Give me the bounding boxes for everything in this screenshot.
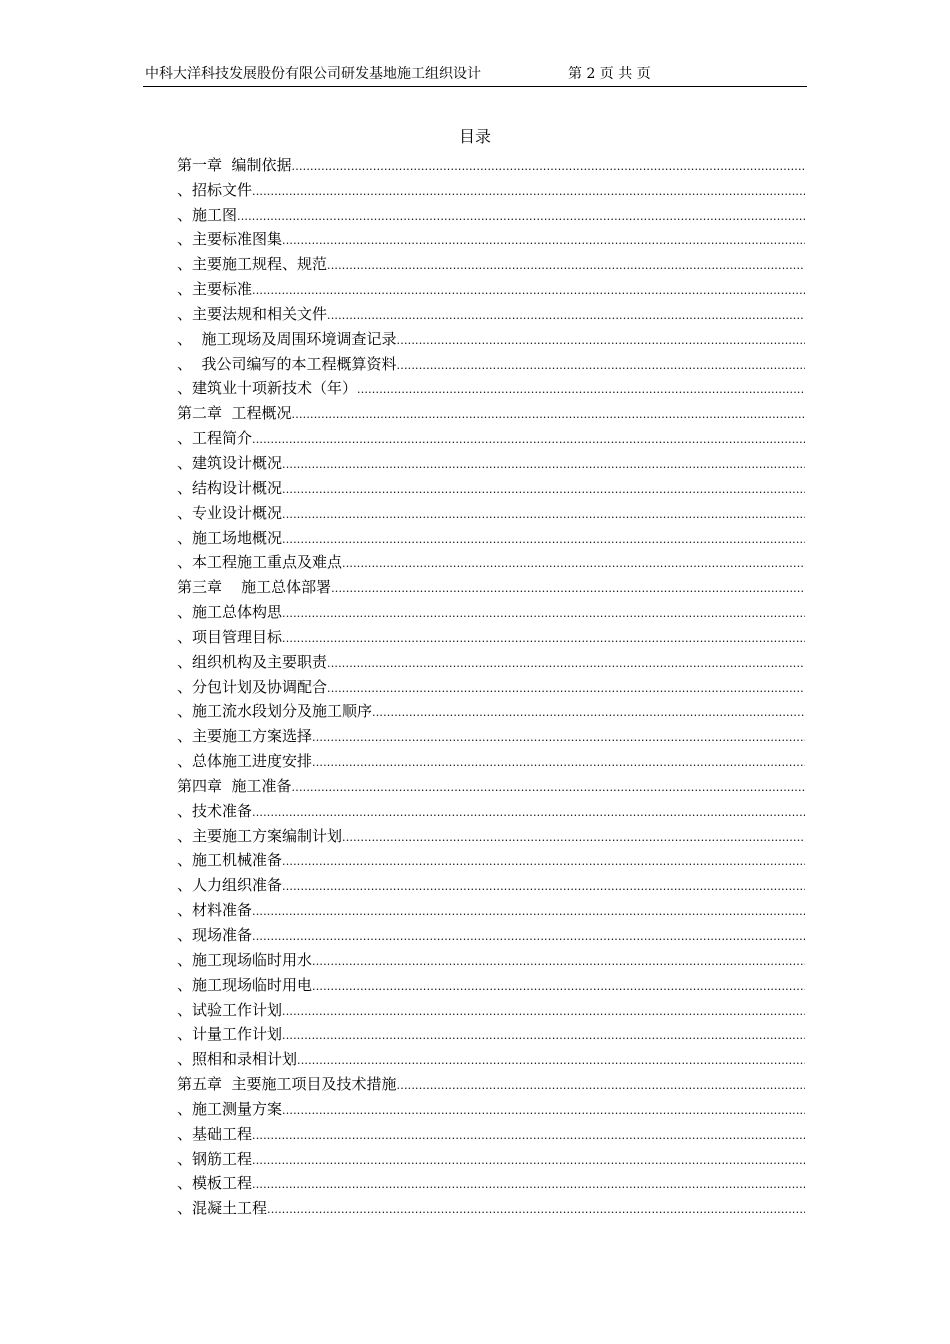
toc-dot-leader	[267, 1203, 805, 1217]
toc-entry-label: 、招标文件	[177, 180, 253, 199]
toc-entry-label: 、主要标准图集	[177, 230, 283, 249]
toc-entry-label: 、模板工程	[177, 1174, 253, 1193]
toc-entry-label: 、项目管理目标	[177, 627, 283, 646]
toc-entry[interactable]	[177, 995, 805, 1020]
toc-entry-label: 、主要施工方案选择	[177, 727, 313, 746]
toc-entry-label: 、专业设计概况	[177, 503, 283, 522]
toc-dot-leader	[342, 831, 805, 845]
toc-entry-label: 、施工现场临时用水	[177, 950, 313, 969]
toc-entry[interactable]	[177, 423, 805, 448]
toc-title: 目录	[458, 127, 491, 146]
toc-entry-label: 、施工现场临时用电	[177, 975, 313, 994]
toc-dot-leader	[282, 483, 805, 497]
toc-dot-leader	[237, 210, 805, 224]
toc-entry-label: 、施工流水段划分及施工顺序	[177, 702, 373, 721]
toc-entry-label: 、建筑设计概况	[177, 453, 283, 472]
toc-dot-leader	[312, 731, 805, 745]
toc-dot-leader	[331, 582, 805, 596]
toc-entry[interactable]	[177, 473, 805, 498]
toc-dot-leader	[312, 955, 805, 969]
toc-entry[interactable]	[177, 448, 805, 473]
toc-entry[interactable]	[177, 200, 805, 225]
toc-entry[interactable]	[177, 771, 805, 796]
toc-entry[interactable]	[177, 895, 805, 920]
toc-entry-label: 、技术准备	[177, 801, 253, 820]
toc-entry[interactable]	[177, 1069, 805, 1094]
toc-entry-label: 、基础工程	[177, 1124, 253, 1143]
toc-entry-label: 、主要标准	[177, 280, 253, 299]
toc-entry[interactable]	[177, 970, 805, 995]
toc-dot-leader	[282, 880, 805, 894]
toc-entry-label: 第五章 主要施工项目及技术措施	[177, 1075, 397, 1094]
toc-entry-label: 、材料准备	[177, 901, 253, 920]
toc-entry-label: 、 我公司编写的本工程概算资料	[177, 354, 397, 373]
toc-dot-leader	[327, 657, 805, 671]
toc-dot-leader	[397, 1079, 805, 1093]
toc-dot-leader	[282, 607, 805, 621]
toc-dot-leader	[252, 1154, 805, 1168]
toc-entry[interactable]	[177, 249, 805, 274]
toc-dot-leader	[397, 334, 805, 348]
toc-entry[interactable]	[177, 796, 805, 821]
table-of-contents	[177, 150, 805, 1218]
toc-entry-label: 、本工程施工重点及难点	[177, 553, 343, 572]
toc-dot-leader	[327, 309, 805, 323]
toc-entry-label: 、主要施工规程、规范	[177, 255, 328, 274]
toc-entry[interactable]	[177, 1094, 805, 1119]
toc-entry-label: 、混凝土工程	[177, 1199, 268, 1218]
toc-entry-label: 、计量工作计划	[177, 1025, 283, 1044]
toc-entry-label: 、施工测量方案	[177, 1099, 283, 1118]
toc-entry[interactable]	[177, 721, 805, 746]
toc-entry[interactable]	[177, 672, 805, 697]
toc-dot-leader	[282, 1005, 805, 1019]
toc-entry-label: 、施工场地概况	[177, 528, 283, 547]
toc-dot-leader	[252, 1178, 805, 1192]
header-title: 中科大洋科技发展股份有限公司研发基地施工组织设计	[145, 66, 481, 82]
toc-dot-leader	[282, 458, 805, 472]
toc-dot-leader	[342, 557, 805, 571]
toc-entry-label: 、施工图	[177, 205, 238, 224]
toc-dot-leader	[312, 756, 805, 770]
toc-dot-leader	[372, 706, 805, 720]
toc-dot-leader	[282, 1029, 805, 1043]
toc-entry-label: 、结构设计概况	[177, 478, 283, 497]
toc-entry[interactable]	[177, 175, 805, 200]
toc-dot-leader	[327, 682, 805, 696]
toc-entry[interactable]	[177, 349, 805, 374]
toc-entry-label: 、现场准备	[177, 926, 253, 944]
toc-dot-leader	[312, 980, 805, 994]
toc-entry[interactable]	[177, 1044, 805, 1069]
toc-dot-leader	[292, 781, 805, 795]
toc-entry-label: 、总体施工进度安排	[177, 752, 313, 771]
toc-entry[interactable]	[177, 1169, 805, 1194]
toc-entry[interactable]	[177, 846, 805, 871]
toc-entry[interactable]	[177, 523, 805, 548]
toc-entry[interactable]	[177, 150, 805, 175]
page-header	[143, 64, 807, 87]
toc-entry-label: 、照相和录相计划	[177, 1050, 298, 1069]
toc-entry[interactable]	[177, 299, 805, 324]
toc-dot-leader	[252, 905, 805, 919]
toc-dot-leader	[252, 185, 805, 199]
toc-entry[interactable]	[177, 548, 805, 573]
toc-entry-label: 第四章 施工准备	[177, 776, 292, 795]
toc-entry-label: 、分包计划及协调配合	[177, 677, 328, 696]
toc-entry-label: 第一章 编制依据	[177, 155, 292, 174]
toc-dot-leader	[397, 359, 805, 373]
toc-entry[interactable]	[177, 274, 805, 299]
toc-entry[interactable]	[177, 1144, 805, 1169]
toc-entry-label: 第三章 施工总体部署	[177, 578, 332, 597]
toc-entry-label: 、钢筋工程	[177, 1149, 253, 1168]
toc-dot-leader	[297, 1054, 805, 1068]
toc-dot-leader	[252, 806, 805, 820]
toc-entry[interactable]	[177, 870, 805, 895]
toc-entry[interactable]	[177, 498, 805, 523]
toc-dot-leader	[327, 259, 805, 273]
toc-dot-leader	[357, 383, 805, 397]
toc-entry-label: 、施工机械准备	[177, 851, 283, 870]
toc-dot-leader	[282, 855, 805, 869]
toc-entry[interactable]	[177, 945, 805, 970]
toc-entry[interactable]	[177, 821, 805, 846]
toc-entry[interactable]	[177, 647, 805, 672]
toc-dot-leader	[252, 433, 805, 447]
toc-entry[interactable]	[177, 225, 805, 250]
toc-entry[interactable]	[177, 697, 805, 722]
toc-entry-label: 、人力组织准备	[177, 876, 283, 895]
toc-dot-leader	[252, 1129, 805, 1143]
toc-dot-leader	[252, 930, 805, 944]
toc-entry[interactable]	[177, 920, 805, 945]
toc-entry[interactable]	[177, 622, 805, 647]
toc-dot-leader	[252, 284, 805, 298]
toc-entry-label: 、主要法规和相关文件	[177, 304, 328, 323]
toc-entry-label: 、主要施工方案编制计划	[177, 826, 343, 845]
toc-entry[interactable]	[177, 746, 805, 771]
toc-dot-leader	[282, 508, 805, 522]
toc-entry[interactable]	[177, 374, 805, 399]
toc-entry-label: 、组织机构及主要职责	[177, 652, 328, 671]
toc-entry-label: 、试验工作计划	[177, 1000, 283, 1019]
toc-entry-label: 第二章 工程概况	[177, 404, 292, 423]
toc-entry-label: 、工程简介	[177, 429, 253, 448]
toc-dot-leader	[292, 408, 805, 422]
toc-entry-label: 、建筑业十项新技术（年）	[177, 379, 358, 398]
toc-dot-leader	[282, 234, 805, 248]
toc-dot-leader	[282, 1104, 805, 1118]
toc-entry[interactable]	[177, 398, 805, 423]
toc-entry[interactable]	[177, 1119, 805, 1144]
toc-entry[interactable]	[177, 324, 805, 349]
toc-dot-leader	[282, 632, 805, 646]
toc-entry-label: 、 施工现场及周围环境调查记录	[177, 329, 397, 348]
toc-entry[interactable]	[177, 597, 805, 622]
toc-entry[interactable]	[177, 1020, 805, 1045]
toc-entry-label: 、施工总体构思	[177, 603, 283, 622]
header-page-number: 第 2 页 共 页	[568, 66, 651, 82]
toc-dot-leader	[282, 533, 805, 547]
toc-entry[interactable]	[177, 572, 805, 597]
toc-entry[interactable]	[177, 1193, 805, 1218]
toc-dot-leader	[292, 160, 805, 174]
